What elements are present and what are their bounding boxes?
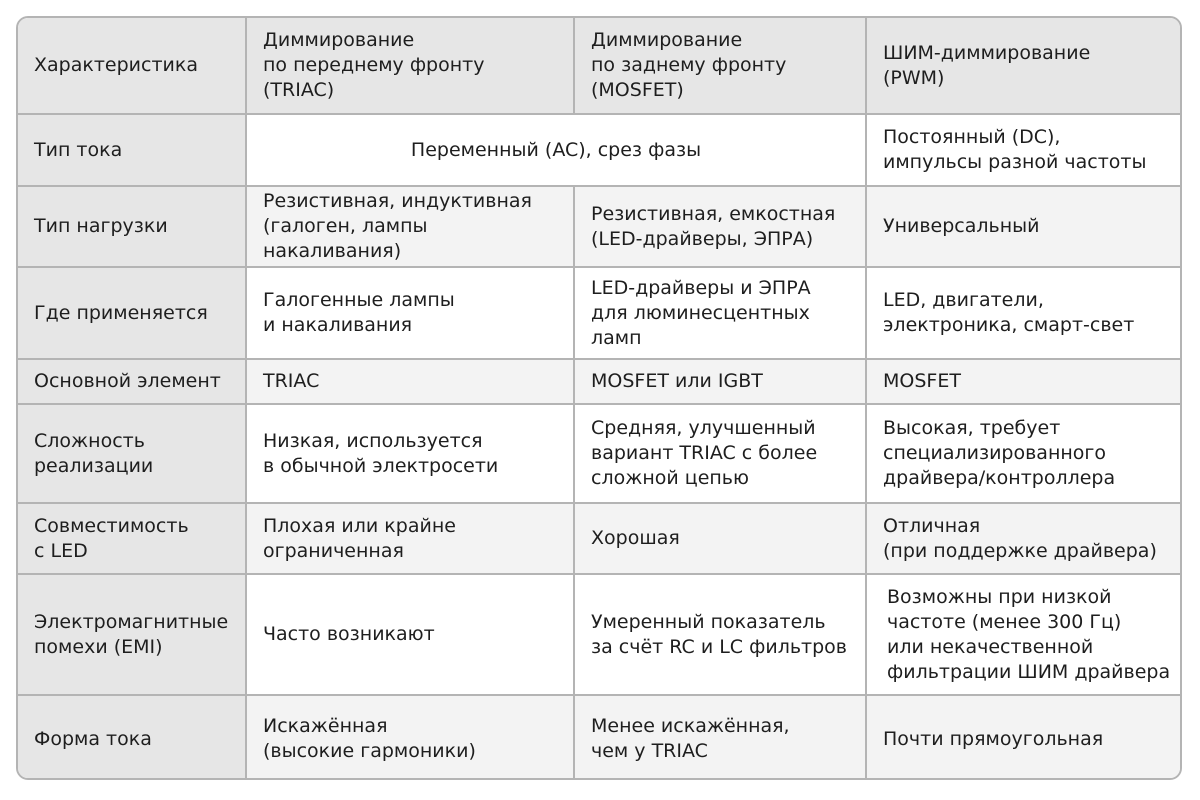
dimming-comparison-table xyxy=(18,18,1182,780)
comparison-table-frame xyxy=(16,16,1182,780)
cell-mosfet: Хорошая xyxy=(574,503,866,574)
cell-triac: TRIAC xyxy=(246,359,574,404)
cell-triac: Искажённая (высокие гармоники) xyxy=(246,695,574,780)
table-header-row xyxy=(18,18,1182,114)
cell-triac: Низкая, используется в обычной электросети xyxy=(246,404,574,503)
cell-pwm: Постоянный (DC), импульсы разной частоты xyxy=(866,114,1182,186)
table-row xyxy=(18,267,1182,359)
cell-mosfet: Резистивная, емкостная (LED-драйверы, ЭПРА) xyxy=(574,186,866,267)
table-row xyxy=(18,359,1182,404)
row-label: Электромагнитные помехи (EMI) xyxy=(18,574,246,695)
cell-ac-merged: Переменный (AC), срез фазы xyxy=(246,114,866,186)
header-characteristic: Характеристика xyxy=(18,18,246,114)
cell-pwm: Возможны при низкой частоте (менее 300 Гц) или некачественной фильтрации ШИМ драйвера xyxy=(866,574,1182,695)
row-label: Форма тока xyxy=(18,695,246,780)
cell-mosfet: Средняя, улучшенный вариант TRIAC с более сложной цепью xyxy=(574,404,866,503)
header-leading-edge: Диммирование по переднему фронту (TRIAC) xyxy=(246,18,574,114)
header-pwm: ШИМ-диммирование (PWM) xyxy=(866,18,1182,114)
row-label: Совместимость с LED xyxy=(18,503,246,574)
row-label: Где применяется xyxy=(18,267,246,359)
cell-triac: Часто возникают xyxy=(246,574,574,695)
cell-pwm: Высокая, требует специализированного драйвера/контроллера xyxy=(866,404,1182,503)
table-row xyxy=(18,503,1182,574)
cell-triac: Резистивная, индуктивная (галоген, лампы накаливания) xyxy=(246,186,574,267)
table-row xyxy=(18,114,1182,186)
cell-mosfet: MOSFET или IGBT xyxy=(574,359,866,404)
cell-mosfet: LED-драйверы и ЭПРА для люминесцентных ламп xyxy=(574,267,866,359)
cell-mosfet: Менее искажённая, чем у TRIAC xyxy=(574,695,866,780)
cell-pwm: Почти прямоугольная xyxy=(866,695,1182,780)
table-row xyxy=(18,404,1182,503)
cell-pwm: Отличная (при поддержке драйвера) xyxy=(866,503,1182,574)
cell-triac: Галогенные лампы и накаливания xyxy=(246,267,574,359)
table-row xyxy=(18,186,1182,267)
cell-triac: Плохая или крайне ограниченная xyxy=(246,503,574,574)
table-row xyxy=(18,574,1182,695)
cell-pwm: Универсальный xyxy=(866,186,1182,267)
row-label: Тип тока xyxy=(18,114,246,186)
row-label: Сложность реализации xyxy=(18,404,246,503)
row-label: Тип нагрузки xyxy=(18,186,246,267)
cell-pwm: MOSFET xyxy=(866,359,1182,404)
table-row xyxy=(18,695,1182,780)
header-trailing-edge: Диммирование по заднему фронту (MOSFET) xyxy=(574,18,866,114)
row-label: Основной элемент xyxy=(18,359,246,404)
cell-mosfet: Умеренный показатель за счёт RC и LC фильтров xyxy=(574,574,866,695)
cell-pwm: LED, двигатели, электроника, смарт-свет xyxy=(866,267,1182,359)
